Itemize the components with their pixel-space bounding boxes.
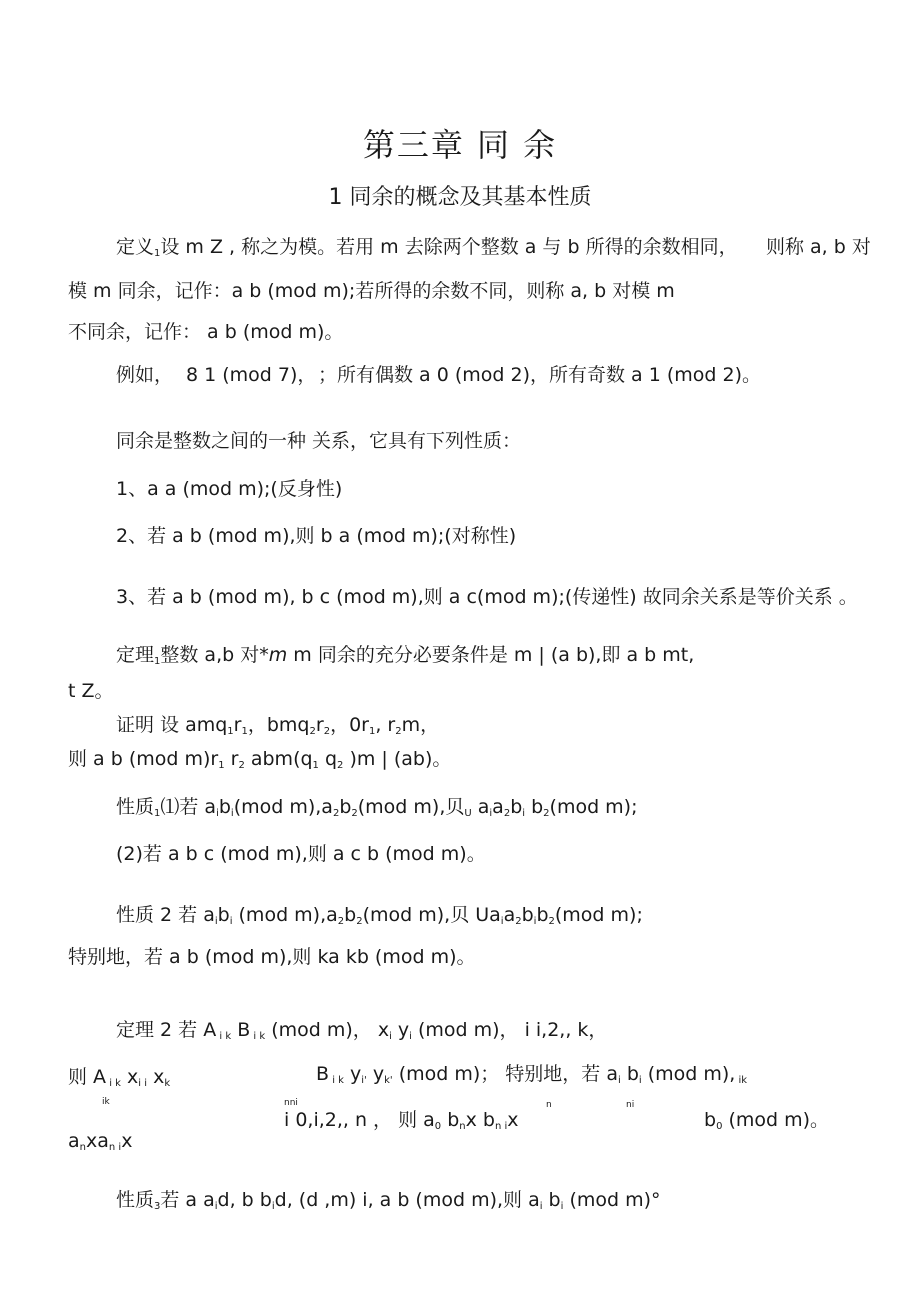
theorem-1-line-1: 定理$_1$整数 a,b 对*m m 同余的充分必要条件是 m | (a b),即 a b mt, [116, 644, 695, 667]
theorem-2-line-3: i 0,i,2,, n ， 则 $a_0$ $b_nx$ $b_{n i}x$ [284, 1109, 519, 1132]
property-transitive: 3、若 a b (mod m), b c (mod m),则 a c(mod m);(传递性) 故同余关系是等价关系 。 [116, 586, 858, 608]
property-2-special-case: 特别地，若 a b (mod m),则 ka kb (mod m)。 [68, 946, 476, 968]
example-even-odd: ；所有偶数 a 0 (mod 2)，所有奇数 a 1 (mod 2)。 [318, 364, 761, 386]
theorem-2-tiny-ni: ni [626, 1100, 635, 1110]
property-3: 性质$_3$若 a $a_id$, b $b_id$, (d ,m) i, a b (mod m),则 $a_i$ $b_i$ (mod m)° [116, 1189, 661, 1212]
definition-1-line-2: 模 m 同余，记作：a b (mod m);若所得的余数不同，则称 a, b 对模 m [68, 280, 675, 302]
section-title: 1 同余的概念及其基本性质 [328, 185, 592, 210]
theorem-2-tiny-n: n [546, 1100, 552, 1110]
proof-line-1: 证明 设 $amq_1r_1$，$bmq_2r_2$，$0r_1$, $r_2m$， [116, 714, 440, 737]
theorem-2-line-2-right: B $_{i k}$ $y_{i'}$ $y_{k'}$ (mod m)； 特别地，若 $a_i$ $b_i$ (mod m), $_{ik}$ [316, 1063, 748, 1086]
theorem-2-line-4: $a_nxa_{n i}x$ [68, 1130, 133, 1153]
theorem-2-line-3-end: $b_0$ (mod m)。 [704, 1109, 830, 1132]
property-symmetric: 2、若 a b (mod m),则 b a (mod m);(对称性) [116, 525, 517, 547]
chapter-title: 第三章 同 余 [362, 126, 558, 164]
example-congruence: 8 1 (mod 7)， [186, 364, 317, 386]
theorem-2-line-1: 定理 2 若 A $_{i k}$ B $_{i k}$ (mod m)， $x_i$ $y_i$ (mod m)， i i,2,, k， [116, 1019, 608, 1042]
property-1-line-2: (2)若 a b c (mod m),则 a c b (mod m)。 [116, 843, 486, 865]
theorem-2-tiny-ik: ik [102, 1097, 110, 1107]
proof-line-2: 则 a b (mod $m)r_1$ $r_2$ $abm(q_1$ $q_2$ )m | (ab)。 [68, 748, 452, 771]
definition-1-line-1-end: 则称 a, b 对 [766, 236, 871, 258]
theorem-1-line-2: t Z。 [68, 680, 114, 702]
theorem-2-line-2-left: 则 A $_{i k}$ $x_{i i}$ $x_k$ [68, 1066, 171, 1089]
theorem-2-tiny-nni: nni [284, 1098, 298, 1108]
definition-1-line-1: 定义$_1$设 m Z , 称之为模。若用 m 去除两个整数 a 与 b 所得的余数相同， [116, 236, 738, 259]
property-2-line-1: 性质 2 若 $a_ib_i$ (mod $m),a_2b_2(mod$ m),贝 $Ua_ia_2b_ib_2(mod$ m); [116, 904, 643, 927]
definition-1-line-3: 不同余，记作： a b (mod m)。 [68, 321, 344, 343]
property-1-line-1: 性质$_1$⑴若 $a_ib_i(mod$ $m),a_2b_2(mod$ m),贝$_U$ $a_ia_2b_i$ $b_2(mod$ m); [116, 796, 638, 819]
property-reflexive: 1、a a (mod m);(反身性) [116, 478, 343, 500]
relation-intro: 同余是整数之间的一种 关系，它具有下列性质： [116, 430, 522, 452]
example-label: 例如， [116, 364, 174, 386]
